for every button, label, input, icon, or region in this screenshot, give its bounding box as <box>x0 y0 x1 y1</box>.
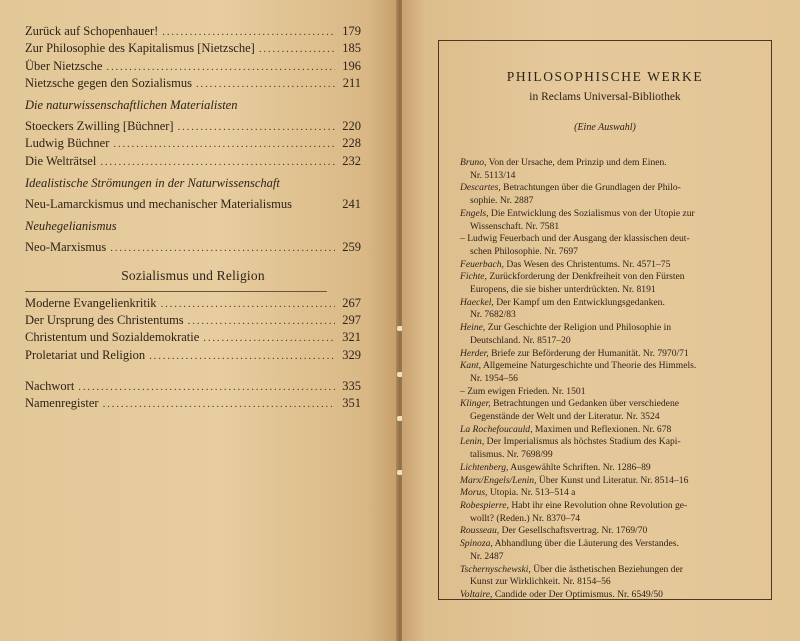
book-title: Candide oder Der Optimismus. Nr. 6549/50 <box>494 588 663 600</box>
book-title: Der Gesellschaftsvertrag. Nr. 1769/70 <box>501 525 648 537</box>
toc-entry-page-number: 179 <box>342 24 361 38</box>
toc-entry <box>25 240 361 257</box>
toc-entry-title: Stoeckers Zwilling [Büchner] <box>25 119 174 134</box>
toc-entry <box>25 396 361 413</box>
book-author: Kant, <box>460 360 482 372</box>
toc-entry-page-number: 232 <box>342 153 361 168</box>
toc-entry <box>25 379 361 396</box>
advertisement-box <box>438 40 772 600</box>
toc-entry-page-number: 228 <box>342 136 361 151</box>
book-author: Lenin, <box>460 436 485 448</box>
book-title: Das Wesen des Christentums. Nr. 4571–75 <box>506 258 671 270</box>
toc-entry-title: Nietzsche gegen den Sozialismus <box>25 75 192 90</box>
toc-entry-title: Namenregister <box>25 396 99 411</box>
book-entry <box>460 424 752 437</box>
book-entry <box>460 348 752 361</box>
divider-rule <box>25 291 327 292</box>
book-entry <box>460 259 752 272</box>
toc-entry <box>25 136 361 153</box>
book-title: Habt ihr eine Revolution ohne Revolution ge- <box>511 499 688 511</box>
toc-entry-page-number: 185 <box>342 41 361 56</box>
book-author: Tschernyschewski, <box>460 563 531 575</box>
book-title-continued: Nr. 7682/83 <box>470 309 516 321</box>
spacer <box>25 365 361 379</box>
leader-dots <box>149 350 335 362</box>
book-author: Rousseau, <box>460 525 500 537</box>
toc-entry <box>25 24 361 41</box>
book-entry <box>460 271 752 296</box>
toc-entry-page-number: 297 <box>342 312 361 327</box>
toc-entry-title: Zur Philosophie des Kapitalismus [Nietzsche] <box>25 41 255 56</box>
book-entry <box>460 398 752 423</box>
book-list <box>460 157 752 602</box>
book-title: Briefe zur Beförderung der Humanität. Nr. 7970/71 <box>491 347 689 359</box>
book-title-continued: talismus. Nr. 7698/99 <box>470 449 553 461</box>
book-author: Morus, <box>460 487 488 499</box>
toc-entry <box>25 313 361 330</box>
book-title: Die Entwicklung des Sozialismus von der Utopie zur <box>490 207 695 219</box>
toc-entry-title: Moderne Evangelienkritik <box>25 295 157 310</box>
toc-entry-title: Zurück auf Schopenhauer! <box>25 24 159 38</box>
book-title: Allgemeine Naturgeschichte und Theorie des Himmels. <box>482 360 697 372</box>
book-title: Abhandlung über die Läuterung des Verstandes. <box>494 538 679 550</box>
toc-entry-page-number: 351 <box>342 396 361 411</box>
leader-dots <box>203 332 335 344</box>
toc-entry <box>25 197 361 214</box>
book-entry <box>460 564 752 589</box>
book-title-continued: wollt? (Reden.) Nr. 8370–74 <box>470 512 581 524</box>
section-heading-sozialismus: Sozialismus und Religion <box>121 267 265 283</box>
toc-entry-title: Nachwort <box>25 378 75 393</box>
book-author: Heine, <box>460 322 486 334</box>
toc-entry <box>25 330 361 347</box>
leader-dots <box>110 242 335 254</box>
book-title-continued: Wissenschaft. Nr. 7581 <box>470 220 560 232</box>
book-author: Engels, <box>460 207 489 219</box>
book-entry <box>460 525 752 538</box>
toc-entry <box>25 296 361 313</box>
book-author: Spinoza, <box>460 538 493 550</box>
book-entry <box>460 386 752 399</box>
section-heading-neuhegelianismus: Neuhegelianismus <box>25 219 117 234</box>
book-author: Descartes, <box>460 182 501 194</box>
toc-group-materialisten <box>25 119 361 171</box>
book-title: Utopia. Nr. 513–514 a <box>489 487 576 499</box>
book-title: Über Kunst und Literatur. Nr. 8514–16 <box>538 474 689 486</box>
toc-entry-page-number: 196 <box>342 58 361 73</box>
toc-entry-page-number: 259 <box>342 240 361 255</box>
book-entry <box>460 462 752 475</box>
toc-entry-title: Neu-Lamarckismus und mechanischer Materialismus <box>25 197 292 212</box>
book-entry <box>460 157 752 182</box>
book-title: Über die ästhetischen Beziehungen der <box>533 563 683 575</box>
toc-entry-page-number: 321 <box>342 330 361 345</box>
book-author: La Rochefoucauld, <box>460 423 533 435</box>
book-author: Voltaire, <box>460 588 493 600</box>
book-title: Von der Ursache, dem Prinzip und dem Einen. <box>488 157 667 168</box>
book-title: Der Kampf um den Entwicklungsgedanken. <box>496 296 665 308</box>
toc-entry <box>25 59 361 76</box>
book-title-continued: sophie. Nr. 2887 <box>470 195 534 207</box>
toc-entry-page-number: 241 <box>342 197 361 212</box>
leader-dots <box>106 61 335 73</box>
leader-dots <box>178 121 335 133</box>
book-title: Ausgewählte Schriften. Nr. 1286–89 <box>510 461 651 473</box>
toc-group-end <box>25 379 361 414</box>
advertisement-selection-note: (Eine Auswahl) <box>574 122 636 133</box>
book-author: Klinger, <box>460 398 491 410</box>
book-entry <box>460 538 752 563</box>
book-entry <box>460 436 752 461</box>
book-title-continued: Europens, die sie bisher unterdrückten. Nr. 8191 <box>470 284 656 296</box>
toc-entry <box>25 348 361 365</box>
leader-dots <box>113 138 335 150</box>
book-author: Lichtenberg, <box>460 461 509 473</box>
book-title: Betrachtungen und Gedanken über verschiedene <box>493 398 679 410</box>
leader-dots <box>162 26 335 38</box>
toc-group-neuhegelianismus <box>25 240 361 257</box>
leader-dots <box>78 381 335 393</box>
book-title-continued: Nr. 1954–56 <box>470 372 518 384</box>
leader-dots <box>196 78 335 90</box>
book-entry <box>460 297 752 322</box>
book-author: Robespierre, <box>460 499 509 511</box>
toc-entry <box>25 154 361 171</box>
toc-entry <box>25 119 361 136</box>
book-entry <box>460 182 752 207</box>
book-title-continued: Kunst zur Wirklichkeit. Nr. 8154–56 <box>470 576 611 588</box>
toc-group-idealistische <box>25 197 361 214</box>
book-author: Feuerbach, <box>460 258 504 270</box>
toc-entry-title: Der Ursprung des Christentums <box>25 312 184 327</box>
book-title-continued: Nr. 2487 <box>470 550 504 562</box>
book-title: – Zum ewigen Frieden. Nr. 1501 <box>460 385 586 397</box>
book-author: Bruno, <box>460 157 487 168</box>
book-title-continued: Deutschland. Nr. 8517–20 <box>470 334 571 346</box>
book-title: Zurückforderung der Denkfreiheit von den Fürsten <box>489 271 685 283</box>
book-entry <box>460 589 752 602</box>
left-page <box>0 0 398 641</box>
book-author: Fichte, <box>460 271 487 283</box>
book-title-continued: Nr. 5113/14 <box>470 169 516 181</box>
toc-entry-page-number: 267 <box>342 295 361 310</box>
book-title: Betrachtungen über die Grundlagen der Philo- <box>503 182 681 194</box>
book-title: Der Imperialismus als höchstes Stadium des Kapi- <box>486 436 681 448</box>
book-title: Maximen und Reflexionen. Nr. 678 <box>534 423 672 435</box>
toc-entry-page-number: 329 <box>342 347 361 362</box>
book-entry <box>460 208 752 233</box>
book-entry <box>460 360 752 385</box>
toc-entry-page-number: 211 <box>342 75 361 90</box>
book-entry <box>460 487 752 500</box>
book-title-continued: schen Philosophie. Nr. 7697 <box>470 245 578 257</box>
leader-dots <box>188 315 335 327</box>
book-entry <box>460 500 752 525</box>
book-title: Zur Geschichte der Religion und Philosophie in <box>487 322 672 334</box>
toc-entry <box>25 76 361 93</box>
leader-dots <box>100 156 335 168</box>
book-title: – Ludwig Feuerbach und der Ausgang der klassischen deut- <box>460 233 690 245</box>
book-entry <box>460 233 752 258</box>
book-author: Haeckel, <box>460 296 494 308</box>
table-of-contents <box>25 24 361 413</box>
toc-entry-title: Die Welträtsel <box>25 153 97 168</box>
advertisement-title: PHILOSOPHISCHE WERKE <box>506 69 704 84</box>
toc-entry-title: Über Nietzsche <box>25 58 103 73</box>
book-entry <box>460 322 752 347</box>
toc-entry-title: Proletariat und Religion <box>25 347 146 362</box>
leader-dots <box>103 398 335 410</box>
section-heading-idealistische: Idealistische Strömungen in der Naturwissenschaft <box>25 176 280 191</box>
toc-group-top <box>25 24 361 93</box>
toc-entry <box>25 41 361 58</box>
advertisement-subtitle: in Reclams Universal-Bibliothek <box>529 91 681 103</box>
toc-entry-title: Christentum und Sozialdemokratie <box>25 330 200 345</box>
toc-entry-page-number: 335 <box>342 378 361 393</box>
toc-entry-page-number: 220 <box>342 119 361 134</box>
toc-entry-title: Ludwig Büchner <box>25 136 110 151</box>
book-title-continued: Gegenstände der Welt und der Literatur. Nr. 3524 <box>470 411 660 423</box>
book-author: Marx/Engels/Lenin, <box>460 474 537 486</box>
toc-group-sozialismus <box>25 296 361 365</box>
toc-entry-title: Neo-Marxismus <box>25 240 107 255</box>
leader-dots <box>161 298 335 310</box>
leader-dots <box>259 43 335 55</box>
book-author: Herder, <box>460 347 489 359</box>
book-entry <box>460 475 752 488</box>
section-heading-materialisten: Die naturwissenschaftlichen Materialisten <box>25 98 238 113</box>
